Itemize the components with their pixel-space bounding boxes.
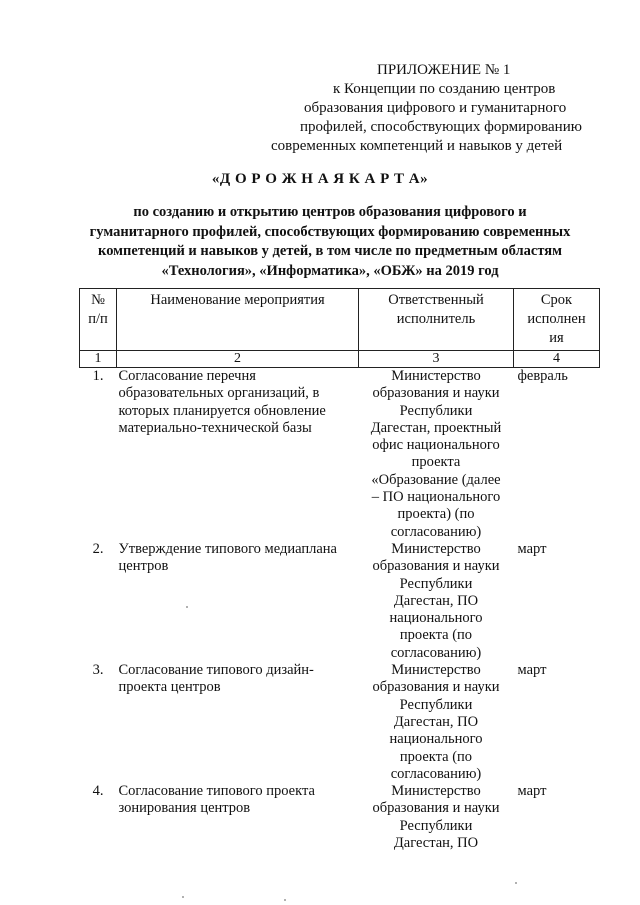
row-resp-line: образования и науки bbox=[372, 385, 500, 402]
row-name-line: материально-технической базы bbox=[118, 419, 312, 436]
scan-speck bbox=[284, 899, 286, 901]
header-num bbox=[80, 289, 117, 351]
row-resp-line: образования и науки bbox=[372, 558, 500, 575]
row-resp-line: согласованию) bbox=[390, 644, 482, 661]
row-name-line: Согласование перечня bbox=[118, 368, 256, 384]
appendix-line: образования цифрового и гуманитарного bbox=[304, 100, 567, 116]
subtitle-line: компетенций и навыков у детей, в том числе по предметным областям bbox=[98, 243, 562, 259]
header-term-line: Срок bbox=[540, 292, 573, 308]
row-resp-line: «Образование (далее bbox=[371, 471, 501, 488]
row-term: февраль bbox=[517, 368, 568, 384]
appendix-line: профилей, способствующих формированию bbox=[300, 119, 582, 135]
row-resp-line: Дагестан, ПО bbox=[393, 713, 479, 730]
scan-speck bbox=[515, 882, 517, 884]
row-responsible bbox=[359, 368, 514, 541]
row-resp-line: образования и науки bbox=[372, 679, 500, 696]
appendix-line: современных компетенций и навыков у детей bbox=[271, 138, 563, 154]
row-name bbox=[117, 783, 359, 852]
row-name-line: образовательных организаций, в bbox=[118, 385, 320, 402]
header-term-line: ия bbox=[549, 330, 564, 346]
row-resp-line: проекта (по bbox=[399, 627, 473, 644]
row-resp-line: Республики bbox=[399, 575, 473, 592]
table-index-row bbox=[80, 351, 600, 368]
row-num: 3. bbox=[92, 662, 104, 679]
row-resp-line: Республики bbox=[399, 696, 473, 713]
row-resp-line: согласованию) bbox=[390, 523, 482, 540]
roadmap-subtitle bbox=[60, 203, 600, 281]
row-resp-line: проекта bbox=[411, 454, 461, 471]
row-resp-line: национального bbox=[389, 610, 483, 627]
subtitle-line: гуманитарного профилей, способствующих формированию современных bbox=[89, 223, 571, 240]
roadmap-table bbox=[79, 288, 600, 852]
row-num: 1. bbox=[92, 368, 104, 384]
appendix-title: ПРИЛОЖЕНИЕ № 1 bbox=[377, 62, 511, 78]
row-resp-line: – ПО национального bbox=[371, 489, 501, 506]
index-cell: 4 bbox=[514, 351, 600, 368]
row-responsible bbox=[359, 783, 514, 852]
row-term: март bbox=[517, 783, 547, 800]
row-term: март bbox=[517, 662, 547, 679]
header-term-line: исполнен bbox=[527, 311, 586, 327]
header-num-line: п/п bbox=[88, 311, 108, 327]
row-resp-line: Дагестан, проектный bbox=[370, 419, 502, 436]
row-resp-line: Дагестан, ПО bbox=[393, 835, 479, 852]
row-responsible bbox=[359, 541, 514, 662]
row-resp-line: проекта (по bbox=[399, 748, 473, 765]
row-resp-line: Министерство bbox=[391, 662, 481, 679]
row-name-line: Согласование типового дизайн- bbox=[118, 662, 314, 679]
row-num: 2. bbox=[92, 540, 104, 557]
row-resp-line: Республики bbox=[399, 817, 473, 834]
row-responsible bbox=[359, 662, 514, 783]
header-num-line: № bbox=[91, 292, 105, 308]
row-resp-line: образования и науки bbox=[372, 800, 500, 817]
row-name-line: проекта центров bbox=[118, 679, 221, 696]
row-name-line: Согласование типового проекта bbox=[118, 783, 315, 800]
table-header-row bbox=[80, 289, 600, 351]
index-cell: 3 bbox=[359, 351, 514, 368]
row-name-line: центров bbox=[118, 558, 169, 575]
row-resp-line: согласованию) bbox=[390, 765, 482, 782]
index-cell: 1 bbox=[80, 351, 117, 368]
row-resp-line: офис национального bbox=[372, 437, 500, 454]
table-row bbox=[80, 368, 600, 541]
row-resp-line: Дагестан, ПО bbox=[393, 592, 479, 609]
table-row bbox=[80, 541, 600, 662]
row-name-line: Утверждение типового медиаплана bbox=[118, 540, 337, 557]
subtitle-line: по созданию и открытию центров образования цифрового и bbox=[133, 204, 527, 220]
scan-speck bbox=[182, 896, 184, 898]
row-term: март bbox=[517, 540, 547, 557]
row-name bbox=[117, 662, 359, 783]
appendix-line: к Концепции по созданию центров bbox=[333, 81, 556, 97]
row-resp-line: Министерство bbox=[391, 540, 481, 557]
header-resp-line: Ответственный bbox=[388, 292, 484, 308]
row-resp-line: национального bbox=[389, 731, 483, 748]
row-name bbox=[117, 368, 359, 541]
table-row bbox=[80, 662, 600, 783]
header-name bbox=[117, 289, 359, 351]
index-cell: 2 bbox=[117, 351, 359, 368]
header-resp-line: исполнитель bbox=[396, 311, 476, 327]
header-name-line: Наименование мероприятия bbox=[150, 292, 325, 308]
scan-speck bbox=[186, 606, 188, 608]
row-num: 4. bbox=[92, 783, 104, 800]
table-row bbox=[80, 783, 600, 852]
header-responsible bbox=[359, 289, 514, 351]
row-name-line: которых планируется обновление bbox=[118, 402, 326, 419]
header-term bbox=[514, 289, 600, 351]
subtitle-line: «Технология», «Информатика», «ОБЖ» на 2019 год bbox=[161, 262, 499, 279]
row-name bbox=[117, 541, 359, 662]
row-resp-line: Республики bbox=[399, 402, 473, 419]
row-resp-line: проекта) (по bbox=[397, 506, 475, 523]
row-name-line: зонирования центров bbox=[118, 800, 251, 817]
row-resp-line: Министерство bbox=[391, 368, 481, 384]
roadmap-title: «Д О Р О Ж Н А Я К А Р Т А» bbox=[211, 171, 429, 187]
row-resp-line: Министерство bbox=[391, 783, 481, 800]
